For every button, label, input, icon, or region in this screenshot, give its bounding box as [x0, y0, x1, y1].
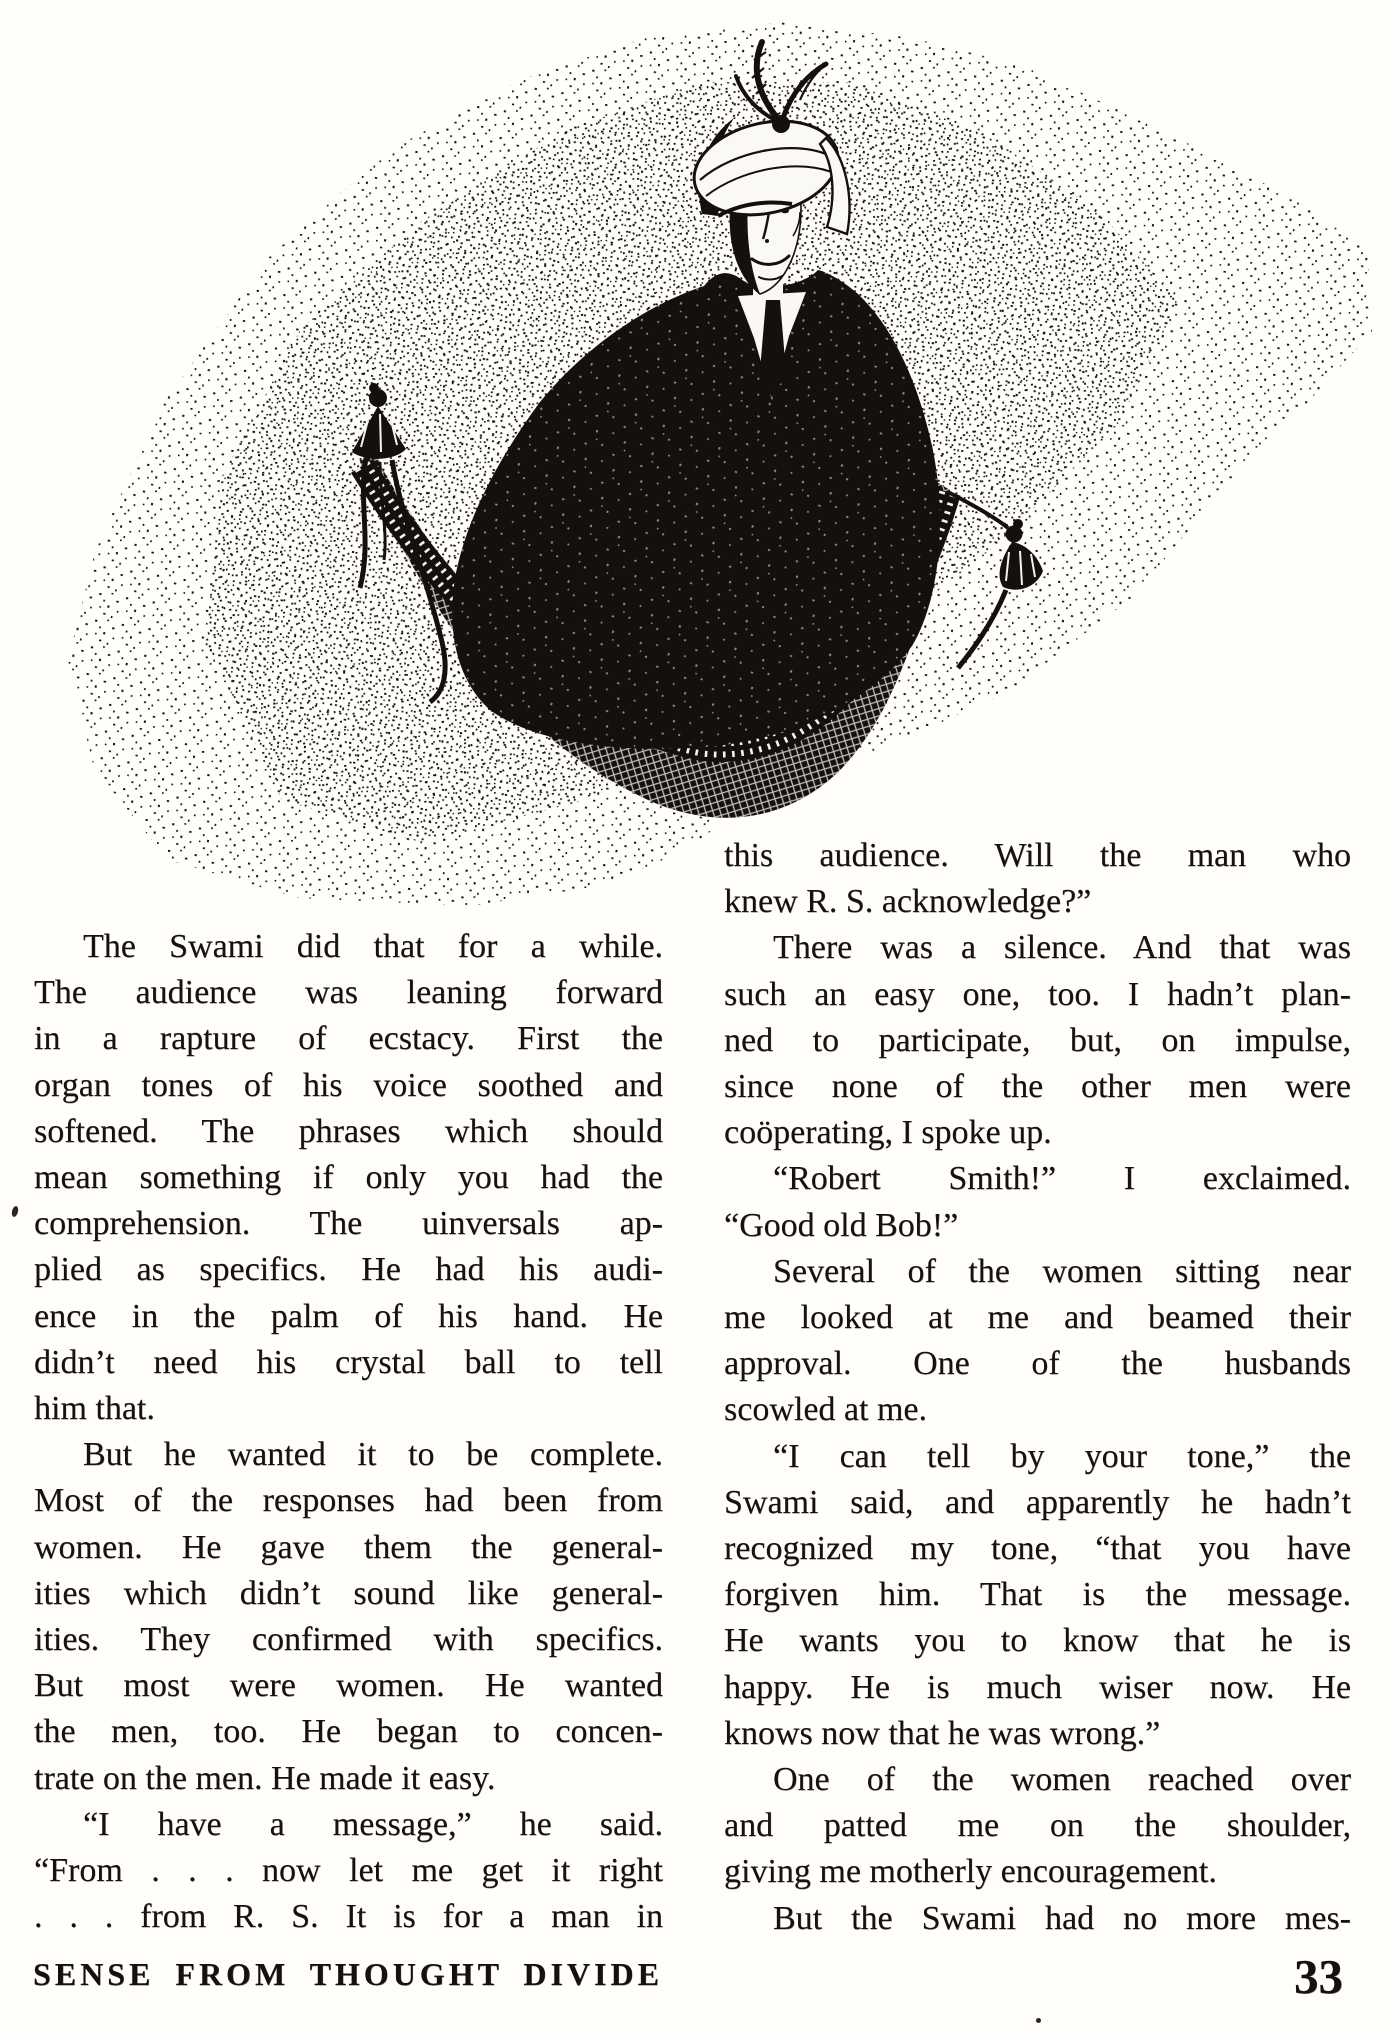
text-line: scowled at me.	[724, 1391, 927, 1429]
text-line: “Good old Bob!”	[724, 1206, 959, 1244]
text-line: this audience. Will the man who	[724, 837, 1351, 874]
text-line: . . . from R. S. It is for a man in	[34, 1898, 663, 1936]
text-line: him that.	[34, 1390, 155, 1428]
text-line: ities which didn’t sound like general-	[34, 1574, 663, 1612]
text-line: plied as specifics. He had his audi-	[34, 1251, 663, 1289]
text-line: me looked at me and beamed their	[724, 1299, 1351, 1337]
text-line: the men, too. He began to concen-	[34, 1713, 663, 1751]
swami-illustration	[0, 0, 1393, 910]
text-line: One of the women reached over	[773, 1761, 1351, 1799]
text-line: giving me motherly encouragement.	[724, 1853, 1217, 1891]
text-line: coöperating, I spoke up.	[724, 1114, 1052, 1152]
text-line: women. He gave them the general-	[34, 1528, 663, 1566]
page-number: 33	[1294, 1949, 1343, 2004]
text-line: approval. One of the husbands	[724, 1345, 1351, 1383]
text-line: The Swami did that for a while.	[83, 928, 663, 965]
text-column-left	[34, 924, 663, 1940]
ink-speck	[11, 1205, 19, 1217]
text-line: ence in the palm of his hand. He	[34, 1297, 663, 1335]
text-line: ities. They confirmed with specifics.	[34, 1621, 663, 1659]
text-line: There was a silence. And that was	[773, 929, 1351, 967]
text-line: mean something if only you had the	[34, 1159, 663, 1197]
text-line: recognized my tone, “that you have	[724, 1530, 1351, 1568]
ink-speck	[1036, 2018, 1041, 2023]
text-line: Most of the responses had been from	[34, 1482, 663, 1520]
text-line: “From . . . now let me get it right	[34, 1852, 663, 1890]
text-line: such an easy one, too. I hadn’t plan-	[724, 975, 1351, 1013]
text-line: Swami said, and apparently he hadn’t	[724, 1483, 1351, 1521]
text-line: forgiven him. That is the message.	[724, 1576, 1351, 1614]
text-line: But he wanted it to be complete.	[83, 1436, 663, 1474]
text-line: and patted me on the shoulder,	[724, 1807, 1351, 1845]
text-line: He wants you to know that he is	[724, 1622, 1351, 1660]
text-line: knows now that he was wrong.”	[724, 1714, 1161, 1752]
text-line: “I have a message,” he said.	[83, 1805, 663, 1843]
text-line: “I can tell by your tone,” the	[773, 1437, 1351, 1475]
text-line: didn’t need his crystal ball to tell	[34, 1343, 663, 1381]
text-line: since none of the other men were	[724, 1068, 1351, 1106]
text-line: But the Swami had no more mes-	[773, 1899, 1351, 1937]
text-line: ned to participate, but, on impulse,	[724, 1021, 1351, 1059]
text-line: organ tones of his voice soothed and	[34, 1066, 663, 1104]
text-line: Several of the women sitting near	[773, 1252, 1351, 1290]
text-line: happy. He is much wiser now. He	[724, 1668, 1351, 1706]
text-column-right	[724, 833, 1351, 1942]
text-line: “Robert Smith!” I exclaimed.	[773, 1160, 1351, 1198]
text-line: comprehension. The uinversals ap-	[34, 1205, 663, 1243]
text-line: knew R. S. acknowledge?”	[724, 883, 1092, 921]
running-title: SENSE FROM THOUGHT DIVIDE	[33, 1956, 663, 1992]
text-line: trate on the men. He made it easy.	[34, 1759, 496, 1797]
text-line: softened. The phrases which should	[34, 1112, 663, 1150]
text-line: But most were women. He wanted	[34, 1667, 663, 1705]
text-line: in a rapture of ecstacy. First the	[34, 1020, 663, 1058]
text-line: The audience was leaning forward	[34, 974, 663, 1012]
